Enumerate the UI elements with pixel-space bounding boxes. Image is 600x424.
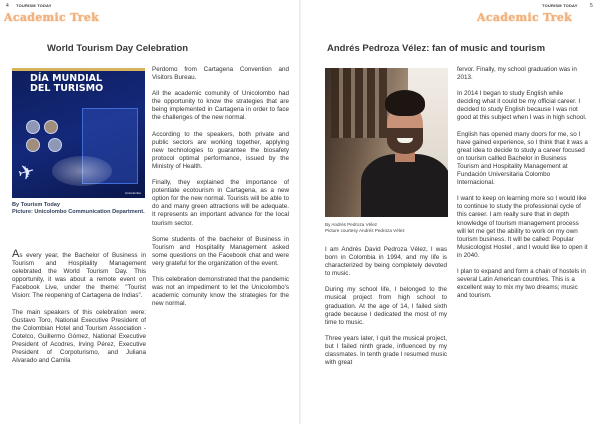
portrait-photo xyxy=(325,68,448,217)
paragraph: During my school life, I belonged to the musical project from high school to graduation. At the age of 14, I failed sixth grade because I dedicated the most of my time to music. xyxy=(325,286,447,326)
poster-headline-line2: DEL TURISMO xyxy=(30,83,104,94)
article-title-right: Andrés Pedroza Vélez: fan of music and tourism xyxy=(327,43,546,54)
paragraph: All the academic comunity of Unicolombo had the opportunity to know the strategies that are being implemented in Cartagena in order to face the challenges of the new normal. xyxy=(152,90,289,122)
paragraph xyxy=(12,250,146,301)
paragraph: English has opened many doors for me, so I have gained experience, so I think that it was a great idea to decide to study a career focused on tourism callled Bachelor in Business Tourism and Hospitality Management at Fundación Universitaria Colombo Internacional. xyxy=(457,130,588,187)
article-column-3 xyxy=(325,246,447,375)
page-number-left: 4 xyxy=(6,3,9,9)
paragraph: In 2014 I began to study English while deciding what it could be my official career. I decided to study English because I was not good at this subject when I was in high school. xyxy=(457,90,587,122)
paragraph: Finally, they explained the importance of potentiate ecotourism in Cartagena, as a new option for the new normal. Tourists will be able to do and many green attractions will be adequate. It represents an important advance for the local tourism sector. xyxy=(152,179,289,227)
photo-caption-right xyxy=(325,222,455,234)
academic-trek-logo-left: Academic Trek xyxy=(4,11,100,24)
academic-trek-logo-right: Academic Trek xyxy=(477,11,573,24)
article-column-2 xyxy=(152,66,289,316)
paragraph: fervor. Finally, my school graduation was in 2013. xyxy=(457,66,577,82)
photo-hair xyxy=(385,90,425,116)
paragraph: Some students of the bachelor of Business in Tourism and Hospitality Management asked some questions on the Facebook chat and were very grateful for the organization of the event. xyxy=(152,235,289,267)
paragraph: I am Andrés David Pedroza Vélez, I was born in Colombia in 1994, and my life is characterized by being completely devoted to music. xyxy=(325,246,447,278)
photo-smile xyxy=(397,138,413,143)
airplane-icon: ✈ xyxy=(15,160,38,186)
poster-footer: Unicolombo xyxy=(125,191,141,195)
photo-body xyxy=(361,154,448,217)
article-column-4 xyxy=(457,66,588,308)
running-header-right: TOURISM TODAY xyxy=(542,3,578,8)
poster-headline-line1: DÍA MUNDIAL xyxy=(30,73,103,84)
world-tourism-day-poster xyxy=(12,68,145,198)
article-column-1 xyxy=(12,250,146,373)
photo-window xyxy=(331,68,391,138)
speaker-avatar xyxy=(26,120,40,134)
paragraph: According to the speakers, both private and public sectors are working together, applying new technologies to guarantee the biosafety protocol optimal performance, issued by the Ministry of Health. xyxy=(152,130,289,170)
poster-headline xyxy=(30,74,103,94)
speaker-avatar xyxy=(48,138,62,152)
photo-caption-left xyxy=(12,202,152,216)
drop-cap: A xyxy=(12,248,20,260)
paragraph-text: s every year, the Bachelor of Business in Tourism and Hospitality Management celebrated the World Tourism Day. This opportunity, it was about a remote event on Facebook Live, under the theme: "Tourist Vision: The reopening of Cartagena de Indias". xyxy=(12,252,146,300)
page-number-right: 5 xyxy=(590,3,593,9)
caption-byline: By Tourism Today xyxy=(12,202,60,208)
caption-credit: Picture courtesy Andrés Pedroza Vélez xyxy=(325,228,405,233)
caption-byline: By Andrés Pedroza Vélez xyxy=(325,222,378,227)
paragraph: I plan to expand and form a chain of hostels in several Latin American countries. This is a excellent way to mix my two dreams; music and tourism. xyxy=(457,267,586,300)
paragraph: Perdomo from Cartagena Convention and Visitors Bureau. xyxy=(152,66,289,82)
paragraph: I want to keep on learning more so I would like to continue to study the professional cycle of this career. I am really sure that in depth knowledge of tourism management process will let me get the ability to work on my own tourism business. It will be called: Popular Musicologist Hostel , and I would like to open it in 2040. xyxy=(457,195,588,259)
paragraph: The main speakers of this celebration were: Gustavo Toro, National Executive President of the Colombian Hotel and Tourism Association - Cotelco, Guillermo Gómez, National Executive President of Acodres, Irving Pérez, Executive President of Corpoturismo, and Juliana Alvarado and Camila xyxy=(12,308,146,365)
poster-stripe xyxy=(12,68,145,71)
poster-glow xyxy=(52,156,112,186)
speaker-avatar xyxy=(44,120,58,134)
article-title-left: World Tourism Day Celebration xyxy=(47,43,189,54)
running-header-left: TOURISM TODAY xyxy=(16,3,52,8)
paragraph: Three years later, I quit the musical project, but I failed ninth grade, influenced by my classmates. In tenth grade I resumed music with great xyxy=(325,334,447,367)
paragraph: This celebration demonstrated that the pandemic was not an impediment to let the Unicolombo's academic comunity know the strategies for the new normal. xyxy=(152,275,289,308)
speaker-avatar xyxy=(26,138,40,152)
caption-credit: Picture: Unicolombo Communication Department. xyxy=(12,209,145,215)
